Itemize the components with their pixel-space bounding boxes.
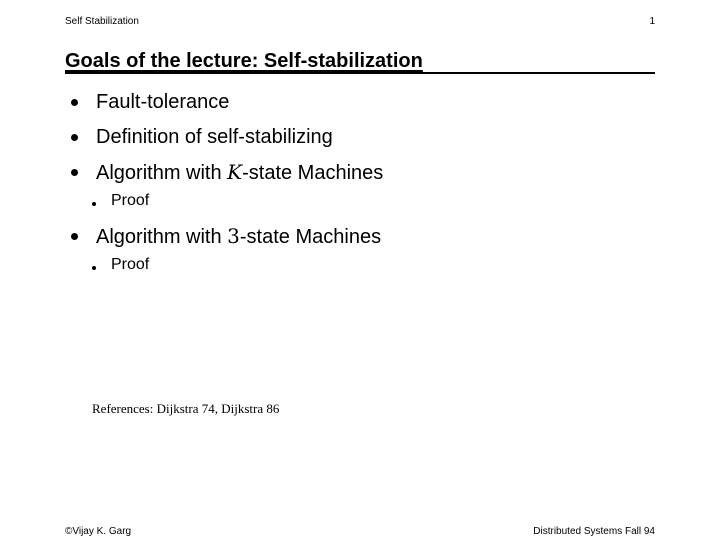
course-footer: Distributed Systems Fall 94 (533, 526, 655, 537)
bullet-item (65, 222, 655, 276)
bullet-text-suffix: -state Machines (242, 162, 384, 184)
sub-bullet-list (65, 190, 655, 212)
references-note: References: Dijkstra 74, Dijkstra 86 (92, 401, 280, 416)
copyright-footer: ©Vijay K. Garg (65, 526, 132, 537)
bullet-item (65, 158, 655, 212)
bullet-list (65, 88, 655, 286)
bullet-text-suffix: -state Machines (239, 226, 382, 248)
slide-title: Goals of the lecture: Self-stabilization (65, 50, 423, 72)
math-number: 3 (227, 224, 240, 248)
bullet-text (96, 222, 381, 251)
sub-bullet-text: Proof (111, 192, 150, 209)
sub-bullet-text: Proof (111, 256, 150, 273)
page-number: 1 (649, 16, 655, 27)
bullet-text (96, 158, 383, 187)
sub-bullet-item (89, 254, 655, 276)
bullet-dot-icon (71, 233, 78, 240)
bullet-item (65, 123, 655, 151)
sub-bullet-dot-icon (92, 202, 96, 206)
bullet-text-prefix: Algorithm with (96, 162, 228, 184)
bullet-dot-icon (71, 169, 78, 176)
sub-bullet-dot-icon (92, 266, 96, 270)
bullet-text: Fault-tolerance (96, 91, 230, 113)
bullet-text-prefix: Algorithm with (96, 226, 228, 248)
bullet-dot-icon (71, 134, 78, 141)
title-underline-rule (65, 72, 655, 74)
sub-bullet-item (89, 190, 655, 212)
bullet-item (65, 88, 655, 116)
bullet-text: Definition of self-stabilizing (96, 126, 333, 148)
running-header: Self Stabilization (65, 16, 139, 27)
bullet-dot-icon (71, 99, 78, 106)
sub-bullet-list (65, 254, 655, 276)
math-variable: K (227, 160, 243, 184)
